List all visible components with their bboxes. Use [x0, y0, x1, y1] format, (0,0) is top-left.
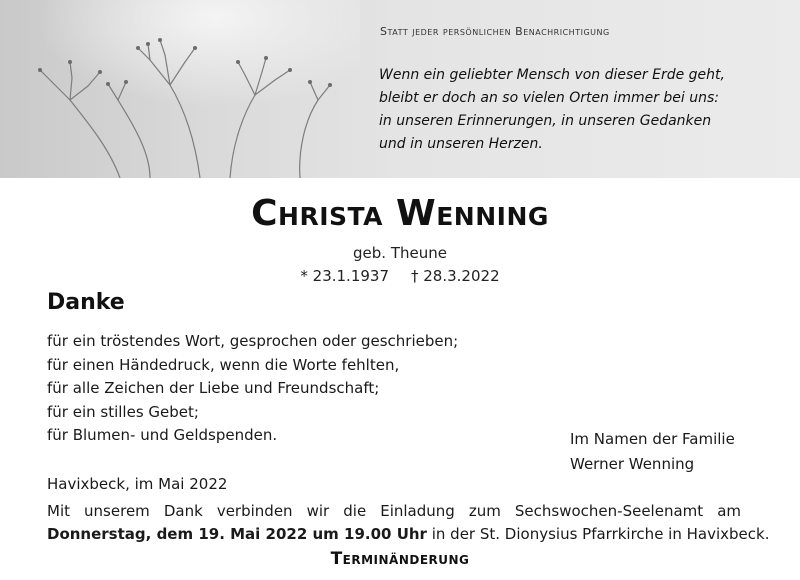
death-date: † 28.3.2022 [411, 267, 500, 285]
invitation-word: Dank [163, 502, 203, 520]
invitation-word: am [717, 502, 741, 520]
poem-line: bleibt er doch an so vielen Orten immer bei uns: [379, 90, 720, 106]
place-and-date: Havixbeck, im Mai 2022 [47, 475, 228, 493]
banner-header-text: Statt jeder persönlichen Benachrichtigung [380, 25, 610, 38]
poem-line: und in unseren Herzen. [379, 136, 543, 152]
thanks-line: für ein stilles Gebet; [47, 402, 199, 421]
thanks-line: für alle Zeichen der Liebe und Freundschaft; [47, 379, 380, 397]
banner-poem [379, 64, 789, 156]
poem-line: in unseren Erinnerungen, in unseren Gedanken [379, 113, 712, 129]
invitation-word: verbinden [216, 502, 293, 520]
thanks-heading: Danke [47, 290, 125, 315]
family-signature [570, 427, 735, 477]
thanks-line: für ein tröstendes Wort, gesprochen oder geschrieben; [47, 332, 459, 350]
poem-line: Wenn ein geliebter Mensch von dieser Erde geht, [379, 67, 725, 83]
service-location: in der St. Dionysius Pfarrkirche in Havixbeck. [426, 525, 770, 543]
invitation-word: Sechswochen-Seelenamt [514, 502, 704, 520]
life-dates [0, 267, 800, 285]
thanks-list [47, 330, 458, 448]
invitation-word: die [343, 502, 367, 520]
thanks-line: für Blumen- und Geldspenden. [47, 426, 278, 444]
invitation-word: Einladung [380, 502, 455, 520]
invitation-word: Mit [47, 502, 70, 520]
invitation-word: wir [306, 502, 330, 520]
invitation-line-2 [47, 523, 770, 546]
maiden-name: geb. Theune [353, 244, 447, 262]
thanks-line: für einen Händedruck, wenn die Worte fehlten, [47, 355, 400, 374]
invitation-text [47, 500, 770, 546]
header-banner [0, 0, 800, 178]
service-datetime: Donnerstag, dem 19. Mai 2022 um 19.00 Uhr [47, 525, 427, 543]
date-change-notice: Terminänderung [330, 549, 470, 569]
dried-flowers-image [0, 0, 360, 178]
signature-name: Werner Wenning [570, 455, 695, 473]
invitation-word: unserem [84, 502, 150, 520]
invitation-word: zum [468, 502, 501, 520]
signature-line: Im Namen der Familie [570, 430, 735, 448]
invitation-line-1 [47, 500, 741, 523]
deceased-name: Christa Wenning [251, 193, 549, 234]
birth-date: * 23.1.1937 [300, 267, 389, 285]
